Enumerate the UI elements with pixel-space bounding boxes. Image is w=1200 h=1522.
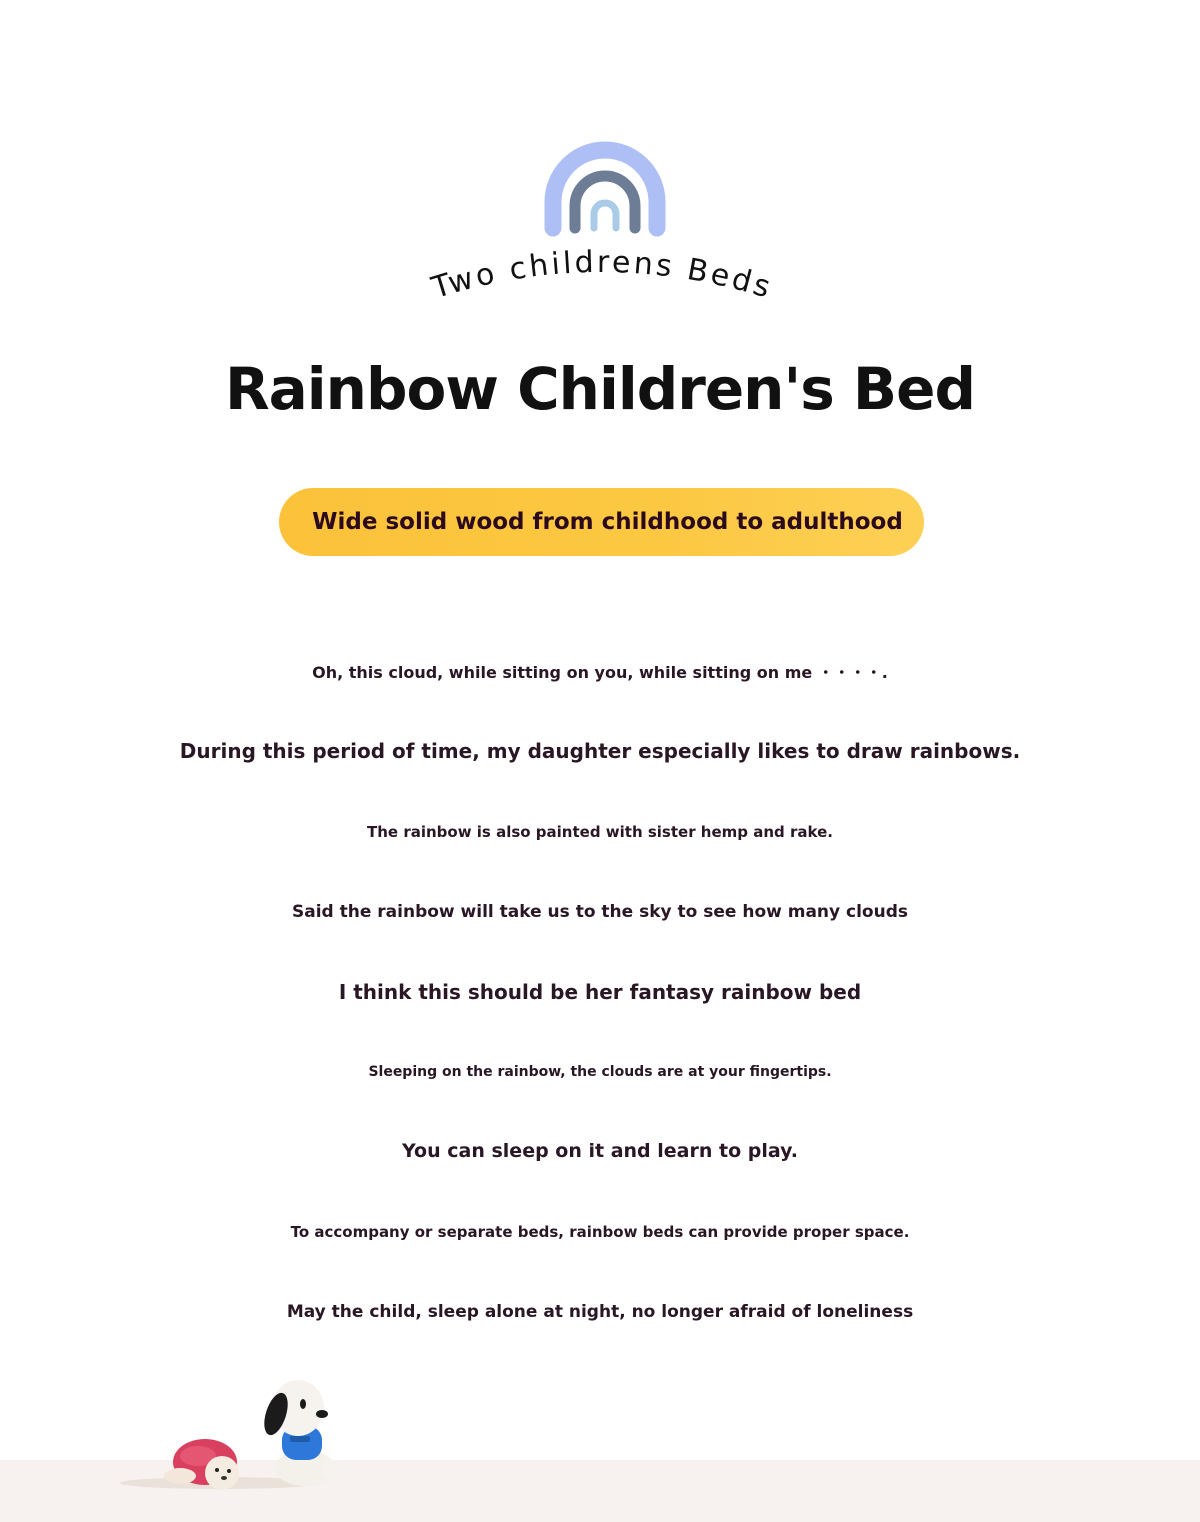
page-title: Rainbow Children's Bed	[224, 355, 975, 423]
story-line-4: Said the rainbow will take us to the sky to see how many clouds	[291, 902, 909, 922]
story-line-3: The rainbow is also painted with sister hemp and rake.	[367, 823, 833, 841]
turtle-toy-icon	[164, 1439, 239, 1490]
plush-toys-icon	[110, 1370, 370, 1500]
svg-text:Two childrens Beds	[427, 245, 777, 306]
story-line-8: To accompany or separate beds, rainbow beds can provide proper space.	[290, 1223, 910, 1241]
story-line-6: Sleeping on the rainbow, the clouds are at your fingertips.	[368, 1064, 832, 1080]
arc-subtitle	[400, 230, 800, 320]
dog-toy-icon	[260, 1380, 339, 1486]
story-line-1: Oh, this cloud, while sitting on you, while sitting on me ・・・・.	[312, 663, 888, 682]
arc-subtitle-text: Two childrens Beds	[427, 244, 777, 307]
story-line-2: During this period of time, my daughter especially likes to draw rainbows.	[179, 739, 1021, 763]
banner-pill	[279, 488, 924, 556]
rainbow-logo-icon	[540, 140, 670, 240]
story-line-7: You can sleep on it and learn to play.	[402, 1140, 798, 1162]
banner-text: Wide solid wood from childhood to adulthood	[312, 509, 903, 535]
story-line-5: I think this should be her fantasy rainbow bed	[338, 980, 862, 1004]
story-line-9: May the child, sleep alone at night, no longer afraid of loneliness	[286, 1302, 914, 1322]
